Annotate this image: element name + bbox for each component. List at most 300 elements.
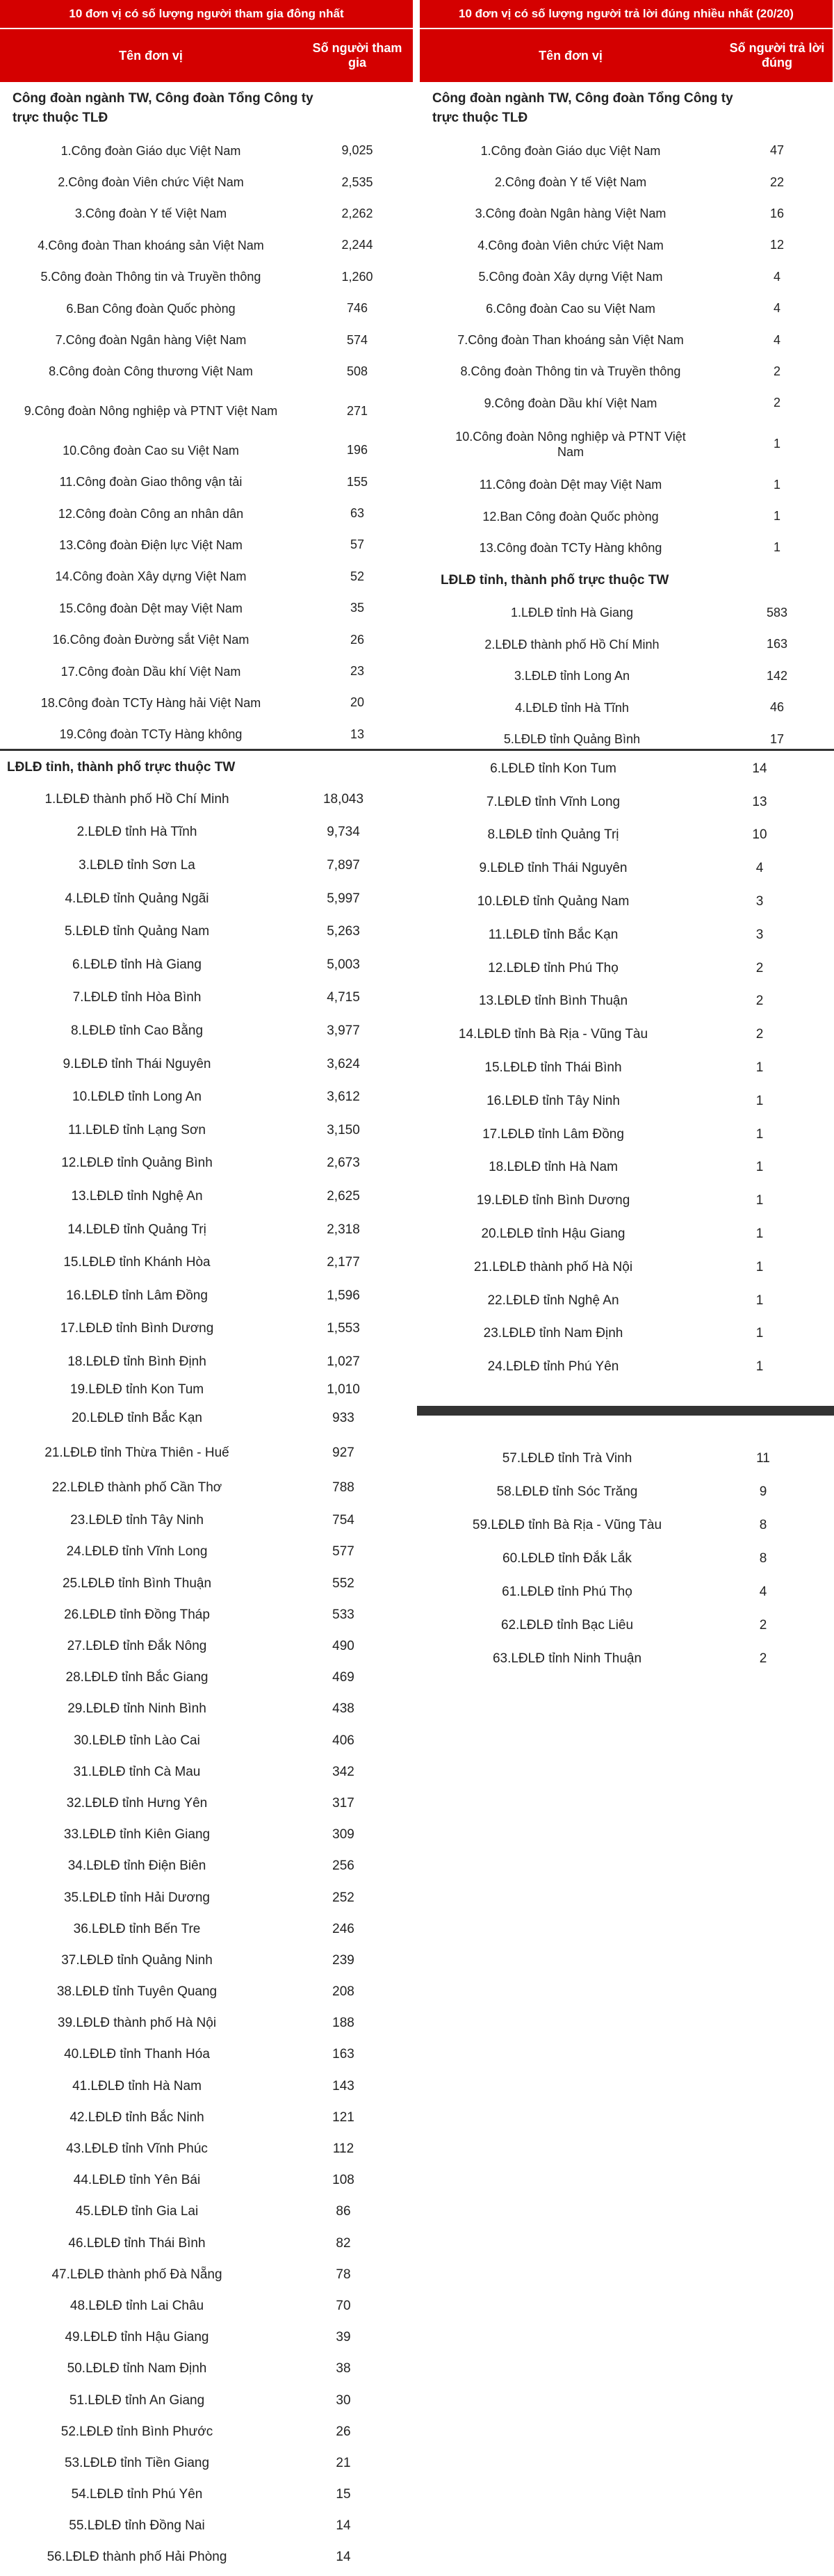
unit-value: 15 [336,2487,351,2502]
unit-value: 2,535 [341,175,373,189]
unit-value: 1 [755,1326,764,1341]
table-row [420,819,833,852]
unit-name: 25.LĐLĐ tỉnh Bình Thuận [62,1575,212,1591]
unit-name: 10.LĐLĐ tỉnh Quảng Nam [477,894,630,909]
table-row [0,435,413,466]
table-row [0,529,413,560]
table-row [0,2511,413,2542]
unit-name: 16.LĐLĐ tỉnh Tây Ninh [486,1093,620,1108]
left-rows-1 [0,135,413,750]
unit-value: 23 [350,664,365,679]
unit-name: 36.LĐLĐ tỉnh Bến Tre [73,1921,201,1936]
table-row [0,229,413,261]
unit-name: 13.Công đoàn TCTy Hàng không [479,540,662,555]
table-row [420,752,833,786]
table-row [0,2479,413,2511]
table-row [420,293,833,324]
unit-value: 1,027 [327,1354,360,1369]
table-row [0,2447,413,2479]
unit-value: 11 [756,1451,770,1466]
left-top-panel [0,0,413,750]
table-row [0,592,413,624]
table-row [0,1279,413,1313]
unit-name: 2.Công đoàn Y tế Việt Nam [494,175,647,190]
unit-name: 6.LĐLĐ tỉnh Hà Giang [72,957,202,972]
unit-value: 4 [755,861,764,876]
unit-name: 20.LĐLĐ tỉnh Hậu Giang [481,1226,626,1242]
right-col-name-header: Tên đơn vị [539,48,603,63]
unit-value: 1 [773,437,780,451]
unit-name: 40.LĐLĐ tỉnh Thanh Hóa [64,2047,210,2062]
unit-name: 35.LĐLĐ tỉnh Hải Dương [63,1890,210,1905]
unit-value: 1,596 [327,1288,360,1303]
left-table-title: 10 đơn vị có số lượng người tham gia đông nhất [0,0,413,28]
unit-name: 8.LĐLĐ tỉnh Cao Bằng [70,1023,204,1038]
unit-name: 8.Công đoàn Thông tin và Truyền thông [460,364,681,379]
unit-name: 17.LĐLĐ tỉnh Bình Dương [60,1321,214,1336]
unit-value: 9 [759,1484,767,1499]
unit-name: 38.LĐLĐ tỉnh Tuyên Quang [56,1984,218,2000]
unit-name: 5.LĐLĐ tỉnh Quảng Nam [64,924,210,939]
unit-value: 2 [773,396,780,410]
unit-value: 2,244 [341,238,373,252]
table-row [0,2133,413,2164]
unit-name: 12.LĐLĐ tỉnh Quảng Bình [61,1156,213,1171]
right-col-value-header: Số người trả lời đúng [729,41,825,70]
table-row [420,1442,833,1475]
table-row [420,597,833,629]
unit-name: 30.LĐLĐ tỉnh Lào Cai [74,1733,200,1748]
table-row [0,2165,413,2196]
unit-value: 1 [755,1160,764,1175]
unit-value: 16 [769,206,785,220]
unit-value: 754 [332,1513,354,1528]
unit-value: 2 [759,1618,767,1633]
unit-name: 10.LĐLĐ tỉnh Long An [72,1089,202,1105]
unit-value: 788 [332,1480,354,1495]
table-row [420,1350,833,1384]
unit-name: 50.LĐLĐ tỉnh Nam Định [67,2361,207,2376]
unit-name: 12.Ban Công đoàn Quốc phòng [482,509,659,524]
unit-name: 5.LĐLĐ tỉnh Quảng Bình [503,732,641,747]
unit-value: 1 [755,1226,764,1242]
unit-value: 4 [773,301,780,316]
unit-name: 24.LĐLĐ tỉnh Vĩnh Long [66,1544,208,1560]
unit-name: 47.LĐLĐ thành phố Đà Nẵng [51,2267,222,2282]
unit-name: 33.LĐLĐ tỉnh Kiên Giang [63,1827,211,1842]
unit-value: 5,003 [327,957,360,972]
unit-value: 26 [336,2424,351,2439]
unit-value: 30 [336,2392,351,2408]
unit-name: 6.Công đoàn Cao su Việt Nam [486,301,655,316]
unit-name: 18.LĐLĐ tỉnh Bình Định [67,1354,206,1369]
table-row [0,198,413,229]
unit-value: 70 [336,2298,351,2313]
unit-name: 10.Công đoàn Cao su Việt Nam [63,443,239,457]
unit-name: 61.LĐLĐ tỉnh Phú Thọ [502,1585,632,1599]
table-row [0,2008,413,2039]
unit-value: 4 [773,332,780,347]
unit-value: 533 [332,1607,354,1622]
table-row [420,532,833,563]
table-row [420,1542,833,1575]
unit-name: 16.Công đoàn Đường sắt Việt Nam [52,633,250,647]
unit-value: 14 [336,2550,351,2565]
unit-name: 54.LĐLĐ tỉnh Phú Yên [71,2487,203,2502]
table-row [420,1284,833,1318]
unit-name: 21.LĐLĐ thành phố Hà Nội [473,1259,633,1274]
unit-value: 46 [769,700,785,715]
table-row [420,985,833,1019]
unit-name: 19.Công đoàn TCTy Hàng không [59,727,243,742]
table-row [420,852,833,885]
unit-name: 2.LĐLĐ thành phố Hồ Chí Minh [484,637,660,651]
unit-name: 23.LĐLĐ tỉnh Tây Ninh [70,1513,204,1528]
unit-value: 7,897 [327,857,360,873]
table-row [420,885,833,918]
table-row [0,2416,413,2447]
unit-value: 2,177 [327,1255,360,1270]
table-row [420,1575,833,1609]
unit-value: 163 [332,2047,354,2062]
unit-value: 188 [332,2016,354,2031]
unit-value: 39 [336,2330,351,2345]
unit-name: 6.LĐLĐ tỉnh Kon Tum [490,761,616,776]
unit-value: 1 [773,540,780,555]
table-row [0,2542,413,2573]
unit-value: 9,025 [341,143,373,158]
unit-value: 469 [332,1670,354,1685]
table-row [0,1014,413,1048]
unit-name: 13.LĐLĐ tỉnh Bình Thuận [478,994,628,1009]
unit-value: 2,318 [327,1222,360,1237]
table-row [0,882,413,916]
unit-value: 10 [752,827,767,843]
right-thick-divider [417,1406,834,1416]
table-row [0,498,413,529]
unit-name: 24.LĐLĐ tỉnh Phú Yên [487,1359,619,1375]
unit-value: 309 [332,1827,354,1842]
unit-name: 13.LĐLĐ tỉnh Nghệ An [71,1188,203,1204]
unit-name: 12.Công đoàn Công an nhân dân [58,506,244,521]
right-bottom-panel [420,1442,833,1676]
table-row [0,2385,413,2416]
table-row [0,816,413,850]
unit-name: 60.LĐLĐ tỉnh Đắk Lắk [502,1551,632,1566]
table-row [420,229,833,261]
table-row [0,948,413,982]
unit-value: 1 [773,477,780,492]
unit-name: 7.LĐLĐ tỉnh Hòa Bình [72,990,202,1005]
unit-name: 11.LĐLĐ tỉnh Lạng Sơn [67,1122,206,1137]
left-section-1-heading: Công đoàn ngành TW, Công đoàn Tổng Công ty trực thuộc TLĐ [13,91,313,125]
unit-value: 342 [332,1764,354,1779]
unit-value: 246 [332,1921,354,1936]
table-row [0,2322,413,2354]
unit-name: 14.Công đoàn Xây dựng Việt Nam [55,569,247,584]
right-top-panel [420,0,833,755]
unit-name: 9.Công đoàn Dầu khí Việt Nam [484,396,657,410]
table-row [420,952,833,985]
unit-name: 5.Công đoàn Xây dựng Việt Nam [478,270,663,284]
table-row [420,324,833,355]
table-row [0,1694,413,1725]
unit-value: 17 [769,731,785,746]
table-row [420,469,833,501]
left-rows-2 [0,783,413,2573]
unit-value: 4 [773,269,780,284]
table-row [0,2259,413,2290]
table-row [0,1213,413,1247]
table-row [0,293,413,324]
unit-value: 508 [346,364,368,378]
unit-name: 15.Công đoàn Dệt may Việt Nam [59,601,243,615]
unit-name: 9.Công đoàn Nông nghiệp và PTNT Việt Nam [24,404,278,419]
table-row [0,135,413,166]
unit-value: 13 [752,794,767,809]
unit-name: 3.LĐLĐ tỉnh Long An [514,669,630,683]
left-middle-panel [0,752,413,2573]
unit-name: 16.LĐLĐ tỉnh Lâm Đồng [66,1288,208,1303]
unit-name: 20.LĐLĐ tỉnh Bắc Kạn [71,1410,202,1425]
unit-value: 35 [350,601,365,615]
unit-value: 142 [766,668,788,683]
table-row [0,166,413,197]
table-row [0,1662,413,1694]
unit-value: 1,260 [341,269,373,284]
unit-value: 406 [332,1733,354,1748]
unit-value: 108 [332,2173,354,2188]
unit-value: 5,263 [327,924,360,939]
table-row [420,1118,833,1151]
right-rows-2b [420,752,833,1384]
table-row [420,261,833,293]
unit-value: 12 [769,238,785,252]
unit-name: 58.LĐLĐ tỉnh Sóc Trăng [496,1484,638,1499]
table-row [420,661,833,692]
unit-name: 57.LĐLĐ tỉnh Trà Vinh [502,1451,632,1466]
left-header-row [0,28,413,82]
unit-value: 1 [755,1126,764,1142]
table-row [0,2039,413,2071]
table-row [0,1114,413,1147]
unit-value: 317 [332,1795,354,1811]
unit-name: 3.LĐLĐ tỉnh Sơn La [79,857,195,873]
table-row [0,1048,413,1081]
unit-value: 21 [336,2455,351,2470]
unit-name: 1.LĐLĐ thành phố Hồ Chí Minh [44,791,229,807]
table-row [420,501,833,532]
table-row [0,387,413,435]
table-row [420,1217,833,1251]
unit-value: 112 [332,2141,354,2157]
unit-value: 26 [350,632,365,647]
unit-value: 1 [755,1093,764,1108]
unit-name: 17.Công đoàn Dầu khí Việt Nam [60,664,241,679]
unit-value: 8 [759,1518,767,1532]
unit-name: 1.LĐLĐ tỉnh Hà Giang [510,606,634,620]
unit-value: 86 [336,2204,351,2219]
unit-value: 583 [766,605,788,619]
unit-name: 62.LĐLĐ tỉnh Bạc Liêu [500,1618,634,1633]
table-row [0,1345,413,1379]
unit-value: 22 [769,175,785,189]
table-row [0,1537,413,1568]
unit-value: 2,262 [341,206,373,220]
unit-name: 49.LĐLĐ tỉnh Hậu Giang [65,2330,209,2345]
unit-name: 3.Công đoàn Ngân hàng Việt Nam [475,206,667,221]
unit-value: 63 [350,506,365,521]
unit-value: 2 [759,1651,767,1666]
unit-value: 574 [346,332,368,347]
table-row [0,1568,413,1599]
unit-value: 3,624 [327,1056,360,1071]
unit-name: 42.LĐLĐ tỉnh Bắc Ninh [70,2109,204,2125]
unit-name: 37.LĐLĐ tỉnh Quảng Ninh [61,1952,213,1968]
unit-name: 34.LĐLĐ tỉnh Điện Biên [67,1858,206,1874]
unit-value: 155 [346,474,368,489]
unit-value: 13 [350,727,365,741]
unit-name: 46.LĐLĐ tỉnh Thái Bình [68,2235,206,2251]
unit-name: 4.Công đoàn Viên chức Việt Nam [477,238,664,252]
table-row [420,1642,833,1676]
unit-value: 57 [350,537,365,552]
table-row [0,1788,413,1819]
unit-name: 11.Công đoàn Giao thông vận tải [59,475,243,489]
table-row [420,1475,833,1509]
unit-value: 3,150 [327,1122,360,1137]
unit-value: 746 [346,301,368,316]
unit-value: 78 [336,2267,351,2282]
table-row [420,1051,833,1085]
unit-name: 53.LĐLĐ tỉnh Tiền Giang [64,2455,210,2470]
unit-name: 7.Công đoàn Ngân hàng Việt Nam [55,333,247,348]
table-row [0,915,413,948]
unit-value: 20 [350,695,365,710]
table-row [0,2102,413,2133]
table-row [0,356,413,387]
unit-name: 13.Công đoàn Điện lực Việt Nam [59,537,243,552]
unit-value: 14 [752,761,767,776]
unit-value: 208 [332,1984,354,2000]
unit-value: 8 [759,1551,767,1566]
table-row [0,1725,413,1756]
table-row [420,166,833,197]
right-rows-1 [420,135,833,564]
unit-name: 43.LĐLĐ tỉnh Vĩnh Phúc [66,2141,208,2157]
unit-name: 1.Công đoàn Giáo dục Việt Nam [480,143,661,158]
unit-name: 19.LĐLĐ tỉnh Bình Dương [476,1193,630,1208]
unit-name: 29.LĐLĐ tỉnh Ninh Bình [67,1701,206,1717]
unit-value: 2 [773,364,780,378]
table-row [0,687,413,718]
unit-name: 15.LĐLĐ tỉnh Thái Bình [484,1060,622,1076]
unit-name: 4.LĐLĐ tỉnh Hà Tĩnh [515,700,629,715]
right-section-2-heading: LĐLĐ tỉnh, thành phố trực thuộc TW [441,572,669,588]
unit-value: 490 [332,1639,354,1654]
left-col-name-header: Tên đơn vị [119,48,183,63]
unit-name: 9.LĐLĐ tỉnh Thái Nguyên [63,1056,211,1071]
right-rows-2a [420,597,833,756]
unit-value: 1 [755,1193,764,1208]
unit-name: 51.LĐLĐ tỉnh An Giang [69,2392,205,2408]
unit-value: 552 [332,1575,354,1591]
table-row [0,2071,413,2102]
table-row [420,1609,833,1642]
table-row [0,2354,413,2385]
table-row [0,1080,413,1114]
unit-name: 11.Công đoàn Dệt may Việt Nam [479,478,662,492]
table-row [420,692,833,724]
table-row [0,1505,413,1537]
table-row [420,918,833,952]
unit-name: 23.LĐLĐ tỉnh Nam Định [483,1326,623,1341]
unit-value: 18,043 [322,791,364,807]
table-row [0,2228,413,2259]
unit-name: 8.Công đoàn Công thương Việt Nam [49,364,253,379]
unit-value: 1,553 [327,1321,360,1336]
left-rows-3 [420,1442,833,1676]
table-row [0,1313,413,1346]
table-row [420,786,833,819]
right-header-row [420,28,833,82]
unit-name: 19.LĐLĐ tỉnh Kon Tum [70,1382,204,1397]
table-row [420,135,833,166]
unit-name: 1.Công đoàn Giáo dục Việt Nam [60,143,241,158]
table-row [0,1851,413,1882]
unit-name: 18.Công đoàn TCTy Hàng hải Việt Nam [40,695,261,710]
unit-name: 4.Công đoàn Than khoáng sản Việt Nam [38,238,264,252]
unit-name: 59.LĐLĐ tỉnh Bà Rịa - Vũng Tàu [472,1518,662,1532]
unit-name: 39.LĐLĐ thành phố Hà Nội [57,2016,217,2031]
table-row [420,419,833,469]
table-row [0,624,413,655]
table-row [0,1913,413,1945]
unit-value: 2,673 [327,1156,360,1171]
unit-name: 2.Công đoàn Viên chức Việt Nam [58,175,244,190]
table-row [0,1599,413,1630]
unit-name: 2.LĐLĐ tỉnh Hà Tĩnh [76,825,197,840]
unit-value: 163 [766,637,788,651]
unit-name: 14.LĐLĐ tỉnh Bà Rịa - Vũng Tàu [458,1027,648,1042]
unit-value: 143 [332,2078,354,2093]
table-row [0,1379,413,1401]
unit-value: 3 [755,927,764,942]
unit-value: 4 [759,1585,767,1599]
unit-name: 63.LĐLĐ tỉnh Ninh Thuận [492,1651,642,1666]
table-row [420,1085,833,1118]
table-row [0,1756,413,1788]
unit-name: 14.LĐLĐ tỉnh Quảng Trị [67,1222,206,1237]
table-row [420,1509,833,1542]
unit-value: 1 [755,1259,764,1274]
unit-name: 52.LĐLĐ tỉnh Bình Phước [60,2424,213,2439]
unit-value: 47 [769,143,785,158]
table-row [0,1401,413,1436]
table-row [420,387,833,419]
unit-name: 17.LĐLĐ tỉnh Lâm Đồng [482,1126,624,1142]
unit-name: 48.LĐLĐ tỉnh Lai Châu [70,2298,204,2313]
unit-value: 4,715 [327,990,360,1005]
unit-name: 21.LĐLĐ tỉnh Thừa Thiên - Huế [44,1445,229,1460]
unit-value: 3,612 [327,1089,360,1105]
unit-value: 2 [755,1027,764,1042]
table-row [420,1151,833,1185]
unit-value: 1,010 [327,1382,360,1397]
table-row [0,2196,413,2228]
right-section-1-heading: Công đoàn ngành TW, Công đoàn Tổng Công ty trực thuộc TLĐ [432,91,733,125]
right-table-title: 10 đơn vị có số lượng người trả lời đúng nhiều nhất (20/20) [420,0,833,28]
